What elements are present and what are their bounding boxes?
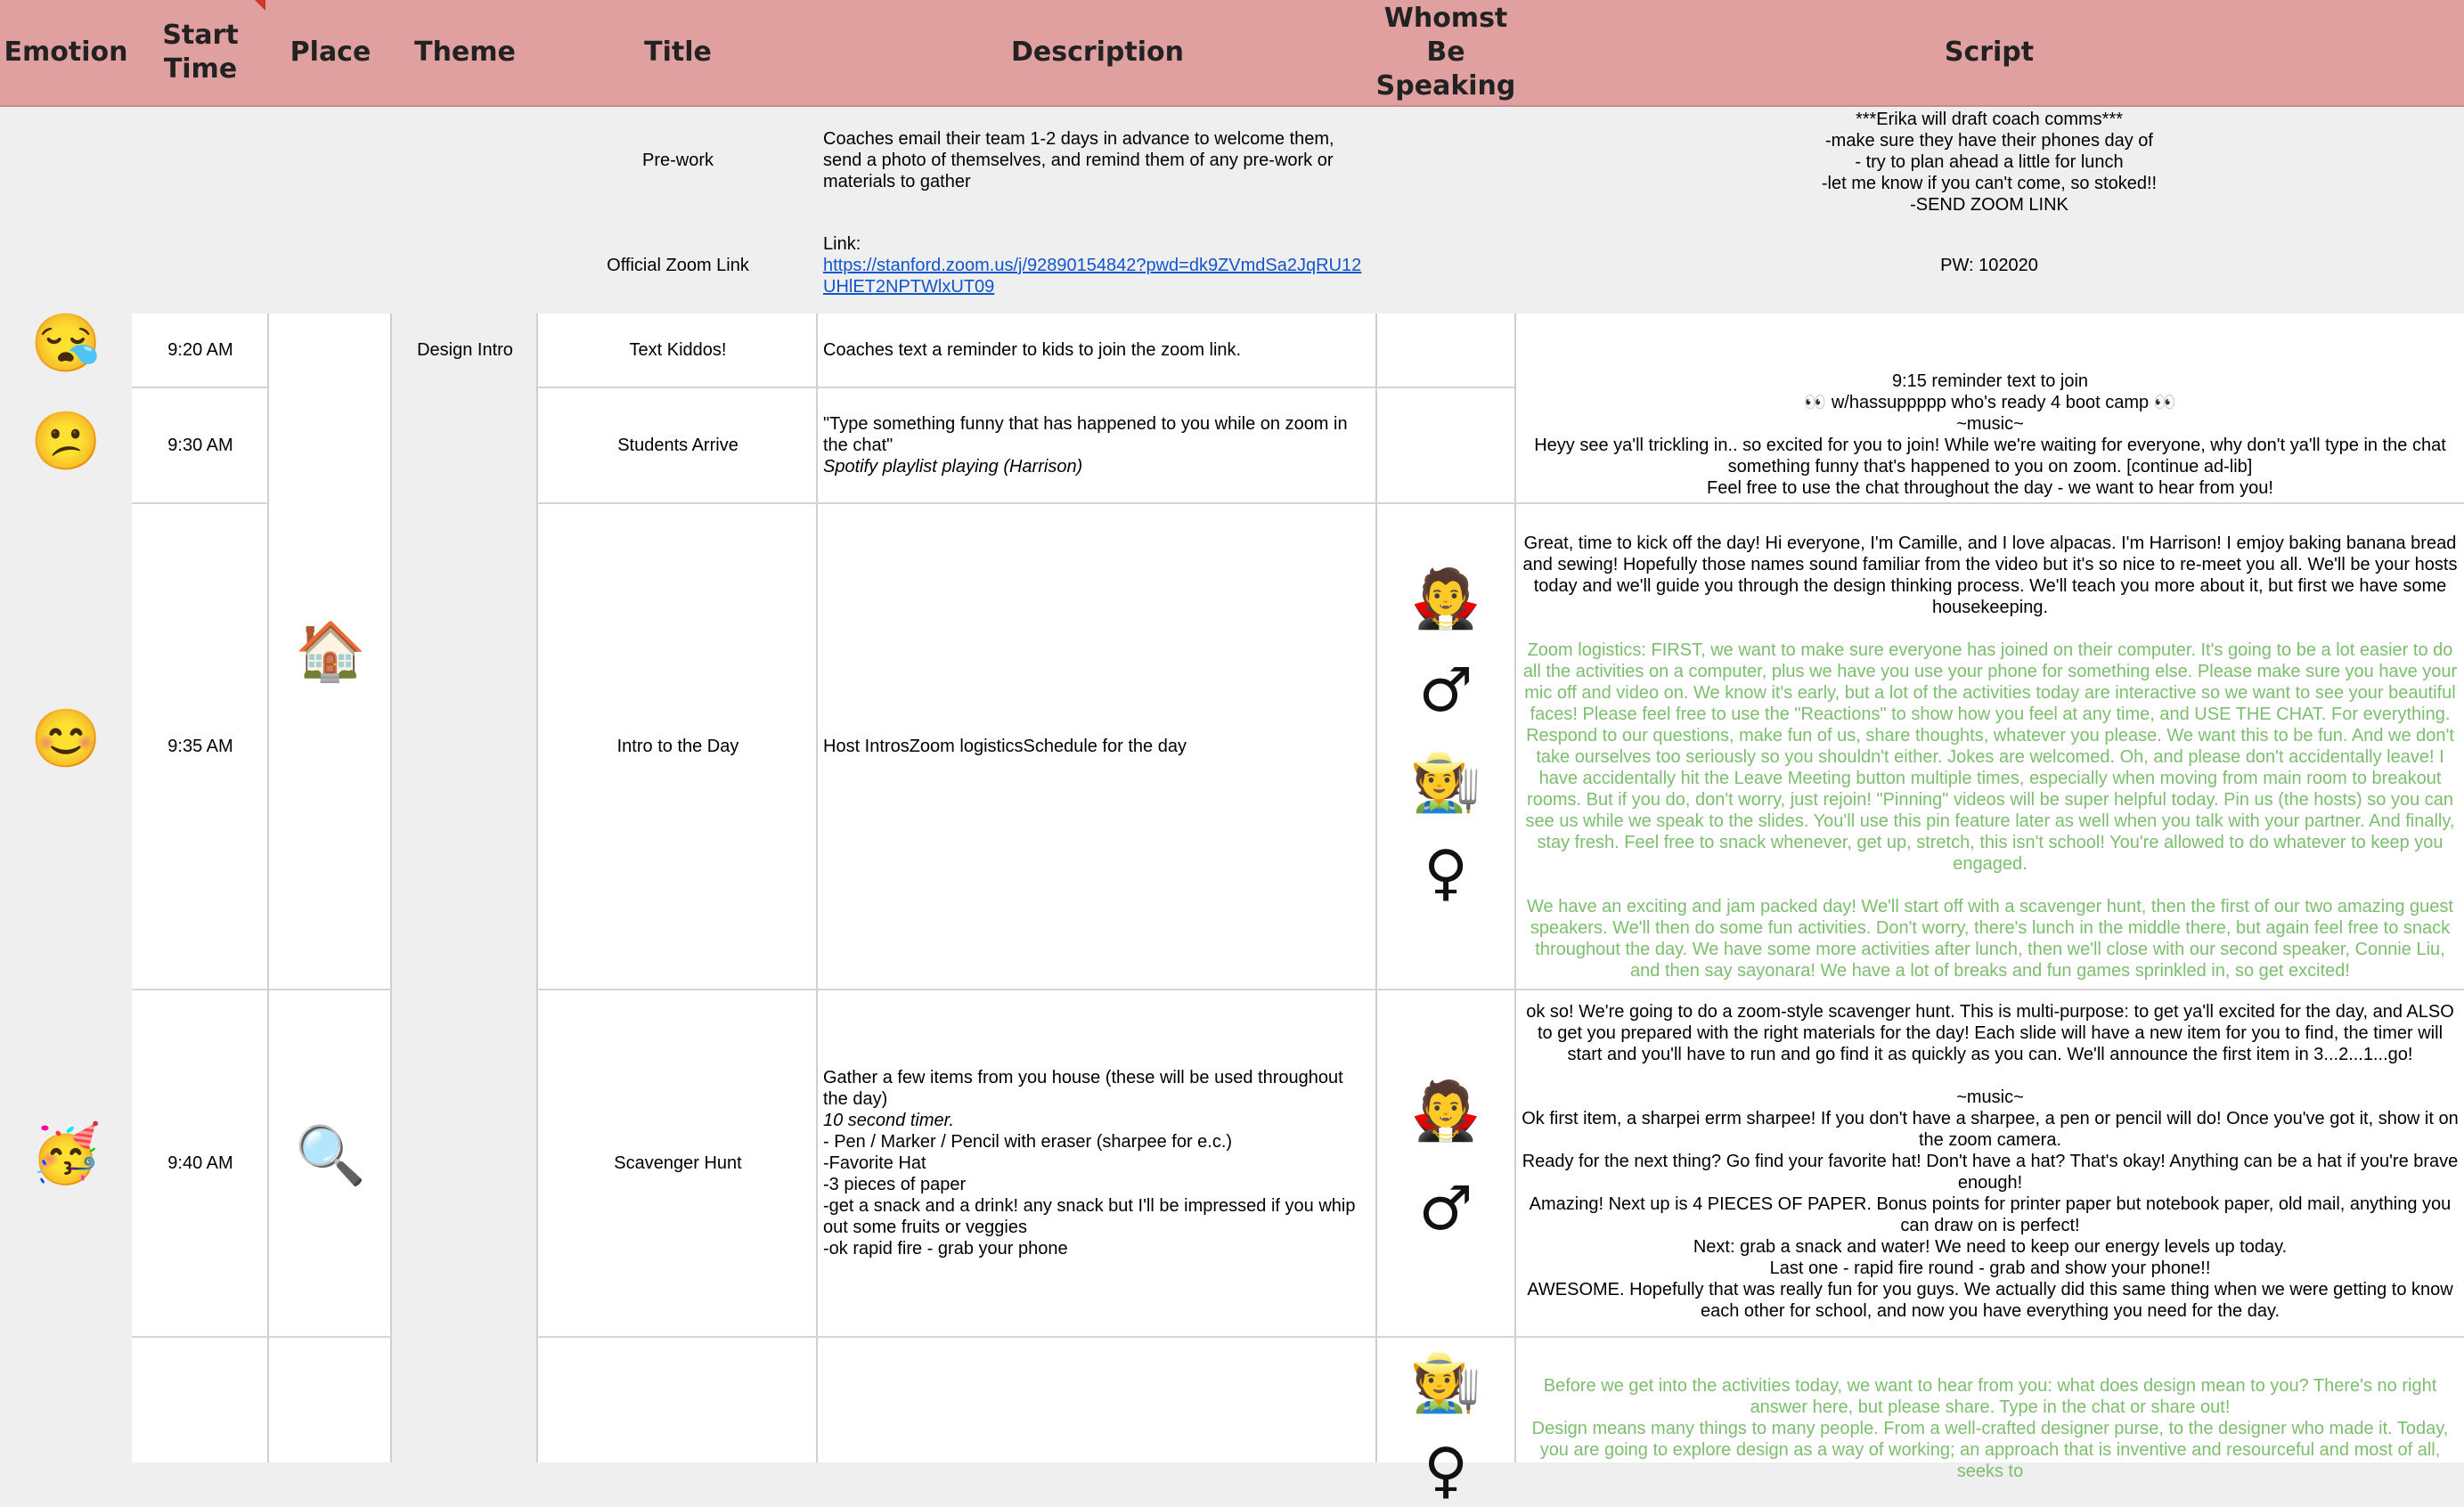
- prework-script-line: -let me know if you can't come, so stoked!!: [1821, 174, 2158, 193]
- header-script[interactable]: Script: [1944, 37, 2035, 68]
- zoom-link-label: Link:: [823, 234, 861, 254]
- header-description[interactable]: Description: [1010, 37, 1185, 68]
- description-text: Coaches text a reminder to kids to join the zoom link.: [823, 340, 1242, 360]
- script-line: ok so! We're going to do a zoom-style scavenger hunt. This is multi-purpose: to get ya'll excited for the day, and ALSO to get you prepared with the right materials for the day! Each slide will have a new item for you to find, the timer will start and you'll have to run and go find it as quickly as you can. We'll announce the first item in 3...2...1...go!: [1526, 1002, 2454, 1064]
- prework-script-line: -SEND ZOOM LINK: [1910, 195, 2068, 215]
- script-line: 👀 w/hassuppppp who's ready 4 boot camp 👀: [1804, 393, 2176, 412]
- script-line: Heyy see ya'll trickling in.. so excited for you to join! While we're waiting for everyone, why don't ya'll type in the chat something funny that's happened to you on zoom. [continue ad-lib]: [1534, 436, 2446, 477]
- script-line: Feel free to use the chat throughout the day - we want to hear from you!: [1707, 478, 2273, 498]
- prework-script-line: -make sure they have their phones day of: [1825, 131, 2153, 151]
- prework-script-line: - try to plan ahead a little for lunch: [1855, 152, 2124, 172]
- theme-column: [392, 314, 538, 1462]
- farmer-speaker-icon: 🧑‍🌾: [1410, 1350, 1481, 1414]
- description-line: - Pen / Marker / Pencil with eraser (sharpee for e.c.): [823, 1132, 1233, 1152]
- description-text: Spotify playlist playing (Harrison): [823, 457, 1083, 477]
- prework-title[interactable]: Pre-work: [641, 151, 714, 170]
- script-cell[interactable]: [1516, 314, 2464, 502]
- script-line: Last one - rapid fire round - grab and show your phone!!: [1769, 1259, 2211, 1278]
- header-theme[interactable]: Theme: [414, 37, 516, 68]
- theme-cell[interactable]: Design Intro: [417, 340, 513, 360]
- zoom-password[interactable]: PW: 102020: [1940, 256, 2038, 275]
- description-line: -ok rapid fire - grab your phone: [823, 1239, 1068, 1259]
- emotion-sleepy-icon[interactable]: 😪: [30, 311, 102, 375]
- description-text: Host IntrosZoom logisticsSchedule for the day: [823, 737, 1187, 756]
- header-place[interactable]: Place: [290, 37, 371, 68]
- description-cell[interactable]: [818, 388, 1377, 502]
- speaker-cell[interactable]: [1377, 504, 1514, 989]
- speaker-cell[interactable]: [1377, 990, 1514, 1336]
- script-cell[interactable]: [1516, 1001, 2464, 1331]
- script-text: Great, time to kick off the day! Hi everyone, I'm Camille, and I love alpacas. I'm Harrison! I emjoy baking banana bread and sewing! Hopefully those names sound familiar from the video but it's so nice to re-meet you all. We'll be your hosts today and we'll guide you through the design thinking process. We'll teach you more about it, but first we have some housekeeping.: [1522, 534, 2458, 617]
- time-cell[interactable]: 9:35 AM: [167, 737, 233, 756]
- zoom-description[interactable]: [818, 230, 1377, 301]
- prework-description[interactable]: [818, 125, 1377, 196]
- time-cell[interactable]: 9:40 AM: [167, 1153, 233, 1173]
- male-sign-icon: ♂: [1418, 656, 1473, 726]
- title-cell[interactable]: Scavenger Hunt: [614, 1153, 742, 1173]
- female-sign-icon: ♀: [1424, 1436, 1468, 1506]
- script-line: ~music~: [1956, 414, 2024, 434]
- title-cell[interactable]: Intro to the Day: [616, 737, 739, 756]
- script-text-green: Before we get into the activities today, we want to hear from you: what does design mean to you? There's no right answer here, but please share. Type in the chat or share out!: [1543, 1376, 2437, 1417]
- speaker-cell[interactable]: [1377, 1338, 1514, 1506]
- female-sign-icon: ♀: [1424, 838, 1468, 908]
- time-cell[interactable]: 9:20 AM: [167, 340, 233, 360]
- script-line: ~music~: [1956, 1087, 2024, 1107]
- grid-line: [132, 1336, 392, 1338]
- header-emotion[interactable]: Emotion: [4, 37, 128, 68]
- script-text-green: Zoom logistics: FIRST, we want to make sure everyone has joined on their computer. It's going to be a lot easier to do all the activities on a computer, plus we have you use your phone for something else. Please make sure you have your mic off and video on. We know it's early, but a lot of the activities today are interactive so we want to see your beautiful faces! Please feel free to use the "Reactions" to show how you feel at any time, and USE THE CHAT. For everything. Respond to our questions, make fun of us, share thoughts, whatever you please. We want this to be fun. And we don't take ourselves too seriously so you shouldn't either. Jokes are welcomed. Oh, and please don't accidentally leave! I have accidentally hit the Leave Meeting button multiple times, especially when moving from main room to breakout rooms. But if you do, don't worry, just rejoin! "Pinning" videos will be super helpful today. Pin us (the hosts) so you can see us while we speak to the slides. You'll use this pin feature later as well when you talk with your partner. And finally, stay fresh. Feel free to snack whenever, get up, stretch, this isn't school! You're allowed to do whatever to keep you engaged.: [1522, 640, 2458, 874]
- emotion-confused-icon[interactable]: 😕: [30, 409, 102, 473]
- farmer-speaker-icon: 🧑‍🌾: [1410, 750, 1481, 814]
- title-cell[interactable]: Text Kiddos!: [629, 340, 727, 360]
- title-cell[interactable]: Students Arrive: [617, 436, 738, 455]
- description-line: -3 pieces of paper: [823, 1175, 967, 1194]
- script-cell[interactable]: [1516, 1375, 2464, 1481]
- script-line: Amazing! Next up is 4 PIECES OF PAPER. Bonus points for printer paper but notebook paper, old mail, anything you can draw on is perfect!: [1529, 1194, 2452, 1235]
- header-title[interactable]: Title: [644, 37, 712, 68]
- prework-script-line: ***Erika will draft coach comms***: [1855, 110, 2124, 129]
- time-cell[interactable]: 9:30 AM: [167, 436, 233, 455]
- script-text-green: Design means many things to many people. From a well-crafted designer purse, to the designer who made it. Today, you are going to explore design as a way of working; an approach that is inventive and resourceful and most of all, seeks to: [1531, 1419, 2449, 1481]
- vampire-speaker-icon: 🧛: [1410, 1079, 1481, 1143]
- emotion-party-icon[interactable]: 🥳: [30, 1121, 102, 1185]
- script-cell[interactable]: [1516, 533, 2464, 981]
- script-line: 9:15 reminder text to join: [1891, 371, 2089, 391]
- script-line: Ready for the next thing? Go find your favorite hat! Don't have a hat? That's okay! Anything can be a hat if you're brave enough!: [1522, 1152, 2459, 1193]
- place-magnifier-icon[interactable]: 🔍: [295, 1123, 366, 1187]
- header-start-time[interactable]: Start Time: [162, 20, 239, 85]
- description-cell[interactable]: [818, 990, 1377, 1336]
- description-line: Gather a few items from you house (these will be used throughout the day): [823, 1068, 1343, 1109]
- description-line: 10 second timer.: [823, 1111, 955, 1130]
- script-line: AWESOME. Hopefully that was really fun for you guys. We actually did this same thing when we were getting to know each other for school, and now you have everything you need for the day.: [1527, 1280, 2453, 1321]
- script-line: Ok first item, a sharpei errm sharpee! If you don't have a sharpee, a pen or pencil will do! Once you've got it, show it on the zoom camera.: [1522, 1109, 2459, 1150]
- header-speaker[interactable]: Whomst Be Speaking: [1375, 3, 1516, 102]
- description-cell[interactable]: [818, 504, 1377, 989]
- prework-script[interactable]: [1514, 107, 2464, 217]
- description-line: -Favorite Hat: [823, 1153, 926, 1173]
- description-cell[interactable]: [818, 314, 1377, 387]
- script-line: Next: grab a snack and water! We need to keep our energy levels up today.: [1693, 1237, 2288, 1257]
- prework-description-text: Coaches email their team 1-2 days in advance to welcome them, send a photo of themselves, and remind them of any pre-work or materials to gather: [823, 129, 1334, 191]
- zoom-title[interactable]: Official Zoom Link: [607, 256, 749, 275]
- male-sign-icon: ♂: [1418, 1174, 1473, 1244]
- place-home-icon[interactable]: 🏠: [295, 619, 366, 683]
- description-text: "Type something funny that has happened to you while on zoom in the chat": [823, 414, 1348, 455]
- script-text-green: We have an exciting and jam packed day! We'll start off with a scavenger hunt, then the first of our two amazing guest speakers. We'll then do some fun activities. Don't worry, there's lunch in the middle there, but again feel free to snack throughout the day. We have some more activities after lunch, then we'll close with our second speaker, Connie Liu, and then say sayonara! We have a lot of breaks and fun games sprinkled in, so get excited!: [1527, 897, 2453, 981]
- description-line: -get a snack and a drink! any snack but I'll be impressed if you whip out some fruits or veggies: [823, 1196, 1356, 1237]
- zoom-link[interactable]: https://stanford.zoom.us/j/92890154842?pwd=dk9ZVmdSa2JqRU12UHlET2NPTWlxUT09: [823, 256, 1362, 297]
- vampire-speaker-icon: 🧛: [1410, 566, 1481, 631]
- emotion-smile-icon[interactable]: 😊: [30, 706, 102, 770]
